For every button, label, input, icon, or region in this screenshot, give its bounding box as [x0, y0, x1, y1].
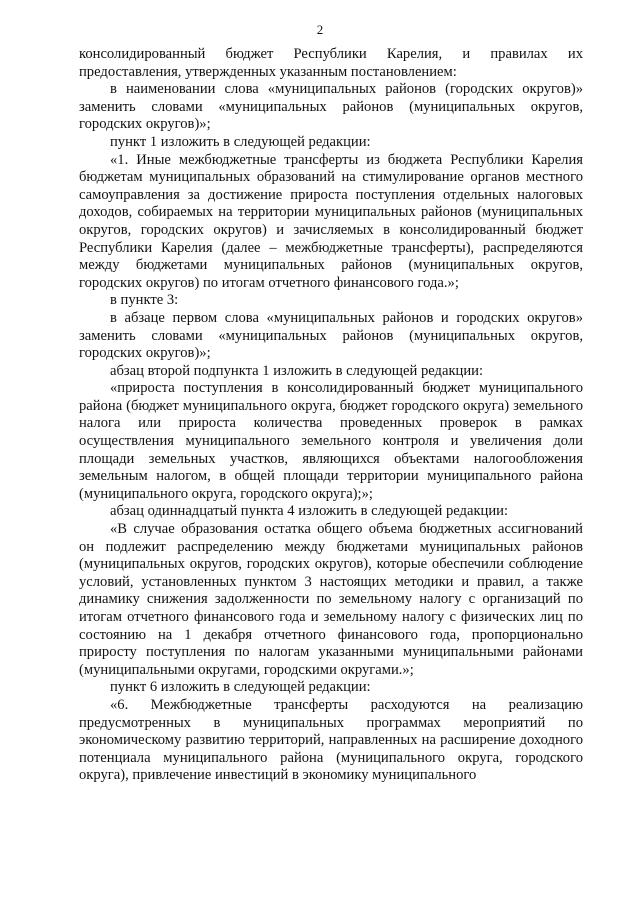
paragraph: «прироста поступления в консолидированный бюджет муниципального района (бюджет муниципального округа, бюджет городского округа) земельного налога или прироста количества проведенных проверок в рамках осуществления муниципального земельного контроля и увеличения доли площади земельных участков, являющихся объектами налогообложения земельным налогом, в общей площади территории муниципального района (муниципального округа, городского округа);»;: [79, 380, 583, 502]
paragraph: «В случае образования остатка общего объема бюджетных ассигнований он подлежит распределению между бюджетами муниципальных районов (муниципальных округов, городских округов), которые обеспечили соблюдение условий, установленных пунктом 3 настоящих методики и правил, а также динамику снижения задолженности по земельному налогу с организаций по итогам отчетного финансового года и земельному налогу с физических лиц по состоянию на 1 декабря отчетного финансового года, пропорционально приросту поступления по налогам указанными муниципальными районами (муниципальными округами, городскими округами.»;: [79, 521, 583, 678]
paragraph: абзац второй подпункта 1 изложить в следующей редакции:: [110, 362, 484, 379]
paragraph: «1. Иные межбюджетные трансферты из бюджета Республики Карелия бюджетам муниципальных образований на стимулирование органов местного самоуправления за достижение прироста поступления отдельных налоговых доходов, собираемых на территории муниципальных районов (муниципальных округов, городских округов) и зачисляемых в консолидированный бюджет Республики Карелия (далее – межбюджетные трансферты), распределяются между бюджетами муниципальных районов (муниципальных округов, городских округов) по итогам отчетного финансового года.»;: [79, 151, 583, 291]
paragraph: консолидированный бюджет Республики Карелия, и правилах их предоставления, утвержденных указанным постановлением:: [79, 46, 583, 80]
paragraph: пункт 6 изложить в следующей редакции:: [110, 679, 371, 696]
paragraph: в абзаце первом слова «муниципальных районов и городских округов» заменить словами «муниципальных районов (муниципальных округов, городских округов)»;: [79, 309, 583, 362]
paragraph: пункт 1 изложить в следующей редакции:: [110, 133, 371, 150]
document-body: [79, 46, 583, 785]
paragraph: абзац одиннадцатый пункта 4 изложить в следующей редакции:: [110, 503, 509, 520]
paragraph: «6. Межбюджетные трансферты расходуются на реализацию предусмотренных в муниципальных программах мероприятий по экономическому развитию территорий, направленных на расширение доходного потенциала муниципального района (муниципального округа, городского округа), привлечение инвестиций в экономику муниципального: [79, 696, 583, 784]
paragraph: в наименовании слова «муниципальных районов (городских округов)» заменить словами «муниципальных районов (муниципальных округов, городских округов)»;: [79, 81, 583, 133]
page-number: 2: [316, 22, 324, 37]
paragraph: в пункте 3:: [110, 292, 179, 309]
